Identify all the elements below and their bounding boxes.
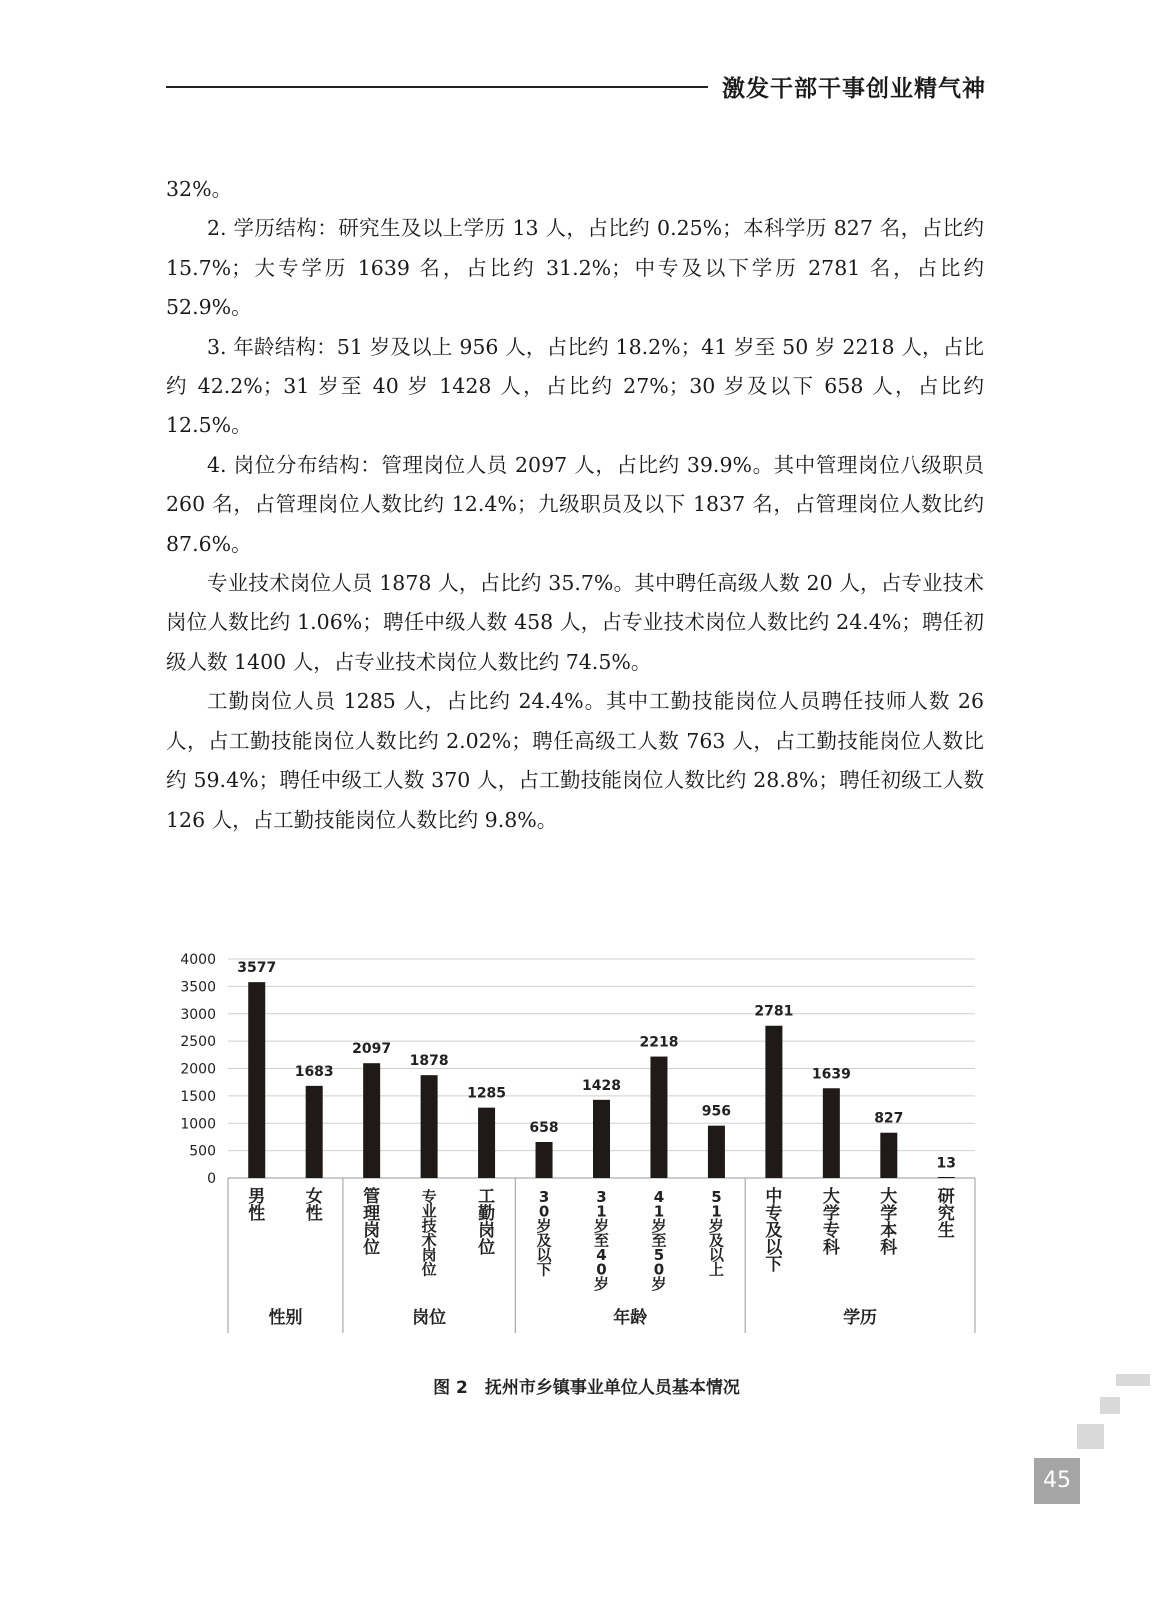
y-tick-label: 500	[189, 1143, 216, 1160]
x-category-label-char: 中	[765, 1187, 783, 1207]
x-category-label-char: 5	[711, 1188, 722, 1206]
x-category-label-char: 下	[765, 1255, 783, 1275]
data-label: 1683	[294, 1063, 334, 1080]
x-category-label-char: 1	[653, 1202, 665, 1221]
x-category-label-char: 女	[305, 1187, 323, 1207]
y-tick-label: 3000	[180, 1006, 216, 1023]
x-category-label-char: 岗	[421, 1246, 437, 1264]
bar-chart-svg	[170, 945, 985, 1340]
y-tick-label: 2000	[180, 1061, 216, 1078]
bar	[536, 1142, 553, 1178]
x-category-label-char: 岗	[478, 1221, 496, 1241]
x-category-label-char: 3	[596, 1188, 607, 1206]
data-label: 1428	[582, 1077, 621, 1094]
x-category-label-char: 究	[937, 1204, 955, 1224]
x-category-label-char: 0	[653, 1260, 665, 1279]
bar	[363, 1063, 380, 1178]
x-category-label-char: 学	[880, 1204, 898, 1224]
data-label: 658	[529, 1119, 559, 1136]
x-category-label-char: 至	[593, 1231, 610, 1250]
x-category-label-char: 本	[880, 1221, 898, 1241]
data-label: 1878	[409, 1053, 449, 1070]
data-label: 1639	[811, 1066, 851, 1083]
paragraph: 工勤岗位人员 1285 人，占比约 24.4%。其中工勤技能岗位人员聘任技师人数 26 人，占工勤技能岗位人数比约 2.02%；聘任高级工人数 763 人，占工勤技能岗位人数比约 59.4%；聘任中级工人数 370 人，占工勤技能岗位人数比约 28.8%；聘任初级工人数 126 人，占工勤技能岗位人数比约 9.8%。	[166, 689, 984, 832]
group-label: 学历	[843, 1308, 878, 1328]
paragraph: 4. 岗位分布结构：管理岗位人员 2097 人，占比约 39.9%。其中管理岗位八级职员 260 名，占管理岗位人数比约 12.4%；九级职员及以下 1837 名，占管理岗位人数比约 87.6%。	[166, 452, 984, 556]
x-category-label-char: 业	[421, 1202, 437, 1221]
x-category-label-char: 学	[822, 1204, 840, 1224]
data-label: 1285	[467, 1085, 507, 1102]
decor-square	[1100, 1397, 1120, 1414]
x-category-label-char: 岗	[363, 1221, 381, 1241]
paragraph: 2. 学历结构：研究生及以上学历 13 人，占比约 0.25%；本科学历 827 名，占比约 15.7%；大专学历 1639 名，占比约 31.2%；中专及以下学历 2781 名，占比约 52.9%。	[166, 216, 984, 320]
x-category-label-char: 科	[822, 1238, 840, 1258]
data-label: 827	[874, 1110, 904, 1127]
x-category-label-char: 上	[708, 1260, 724, 1279]
y-tick-label: 2500	[180, 1034, 216, 1051]
paragraph: 专业技术岗位人员 1878 人，占比约 35.7%。其中聘任高级人数 20 人，占专业技术岗位人数比约 1.06%；聘任中级人数 458 人，占专业技术岗位人数比约 24.4%；聘任初级人数 1400 人，占专业技术岗位人数比约 74.5%。	[166, 571, 984, 674]
decor-square	[1077, 1424, 1104, 1449]
x-category-label-char: 专	[822, 1221, 840, 1241]
x-category-label-char: 4	[653, 1188, 665, 1206]
y-tick-label: 3500	[180, 979, 216, 996]
group-label: 性别	[268, 1308, 303, 1328]
x-category-label-char: 岁	[651, 1217, 667, 1235]
x-category-label-char: 术	[421, 1231, 437, 1250]
x-category-label-char: 以	[708, 1246, 724, 1264]
page-number: 45	[1034, 1458, 1080, 1504]
x-category-label-char: 工	[478, 1187, 496, 1207]
x-category-label-char: 岁	[593, 1217, 610, 1235]
bar	[306, 1086, 323, 1178]
bar	[248, 982, 265, 1178]
data-label: 3577	[237, 960, 277, 977]
y-tick-label: 1000	[180, 1116, 216, 1133]
group-label: 年龄	[613, 1308, 648, 1328]
bar	[593, 1100, 610, 1178]
bar	[823, 1088, 840, 1178]
x-category-label-char: 专	[765, 1204, 783, 1224]
bar	[880, 1133, 897, 1178]
x-category-label-char: 岁	[651, 1275, 667, 1293]
x-category-label-char: 技	[421, 1217, 437, 1235]
bar	[938, 1177, 955, 1178]
x-category-label-char: 及	[708, 1231, 724, 1250]
x-category-label-char: 以	[536, 1246, 552, 1264]
x-category-label-char: 位	[363, 1238, 381, 1258]
group-label: 岗位	[412, 1308, 447, 1328]
x-category-label-char: 管	[363, 1187, 381, 1207]
x-category-label-char: 专	[421, 1188, 437, 1206]
x-category-label-char: 研	[937, 1187, 955, 1207]
x-category-label-char: 1	[596, 1202, 607, 1221]
x-category-label-char: 1	[711, 1202, 722, 1221]
bar	[708, 1126, 725, 1178]
y-tick-label: 0	[207, 1171, 216, 1187]
x-category-label-char: 理	[363, 1204, 381, 1224]
x-category-label-char: 生	[937, 1221, 955, 1241]
data-label: 2781	[754, 1003, 794, 1020]
running-header-title: 激发干部干事创业精气神	[722, 76, 986, 102]
x-category-label-char: 及	[765, 1221, 783, 1241]
figure-caption: 图 2 抚州市乡镇事业单位人员基本情况	[433, 1378, 740, 1398]
data-label: 13	[936, 1155, 957, 1172]
x-category-label-char: 大	[822, 1187, 840, 1207]
x-category-label-char: 性	[305, 1204, 323, 1224]
bar	[765, 1026, 782, 1178]
paragraph: 3. 年龄结构：51 岁及以上 956 人，占比约 18.2%；41 岁至 50 岁 2218 人，占比约 42.2%；31 岁至 40 岁 1428 人，占比约 27%；30 岁及以下 658 人，占比约 12.5%。	[166, 334, 984, 438]
x-category-label-char: 5	[653, 1246, 665, 1264]
bar	[478, 1108, 495, 1178]
y-tick-label: 4000	[180, 952, 216, 968]
x-category-label-char: 下	[536, 1260, 552, 1279]
x-category-label-char: 科	[880, 1238, 898, 1258]
bar	[650, 1057, 667, 1178]
x-category-label-char: 4	[596, 1246, 607, 1264]
x-category-label-char: 以	[765, 1238, 783, 1258]
x-category-label-char: 男	[248, 1187, 266, 1207]
x-category-label-char: 位	[478, 1238, 496, 1258]
x-category-label-char: 大	[880, 1187, 898, 1207]
x-category-label-char: 岁	[536, 1217, 552, 1235]
x-category-label-char: 岁	[708, 1217, 724, 1235]
x-category-label-char: 至	[651, 1231, 667, 1250]
paragraph: 32%。	[166, 177, 233, 201]
data-label: 2097	[352, 1041, 392, 1058]
x-category-label-char: 0	[538, 1202, 550, 1221]
decor-square	[1116, 1374, 1150, 1386]
data-label: 956	[701, 1103, 732, 1120]
x-category-label-char: 0	[596, 1260, 607, 1279]
data-label: 2218	[639, 1034, 679, 1051]
bar-chart	[170, 945, 985, 1340]
x-category-label-char: 性	[248, 1204, 266, 1224]
x-category-label-char: 及	[536, 1231, 552, 1250]
header-rule	[166, 86, 708, 88]
bar	[421, 1075, 438, 1178]
x-category-label-char: 岁	[593, 1275, 610, 1293]
x-category-label-char: 3	[538, 1188, 550, 1206]
y-tick-label: 1500	[180, 1088, 216, 1105]
x-category-label-char: 位	[421, 1260, 437, 1279]
body-text	[166, 170, 984, 840]
x-category-label-char: 勤	[478, 1204, 496, 1224]
